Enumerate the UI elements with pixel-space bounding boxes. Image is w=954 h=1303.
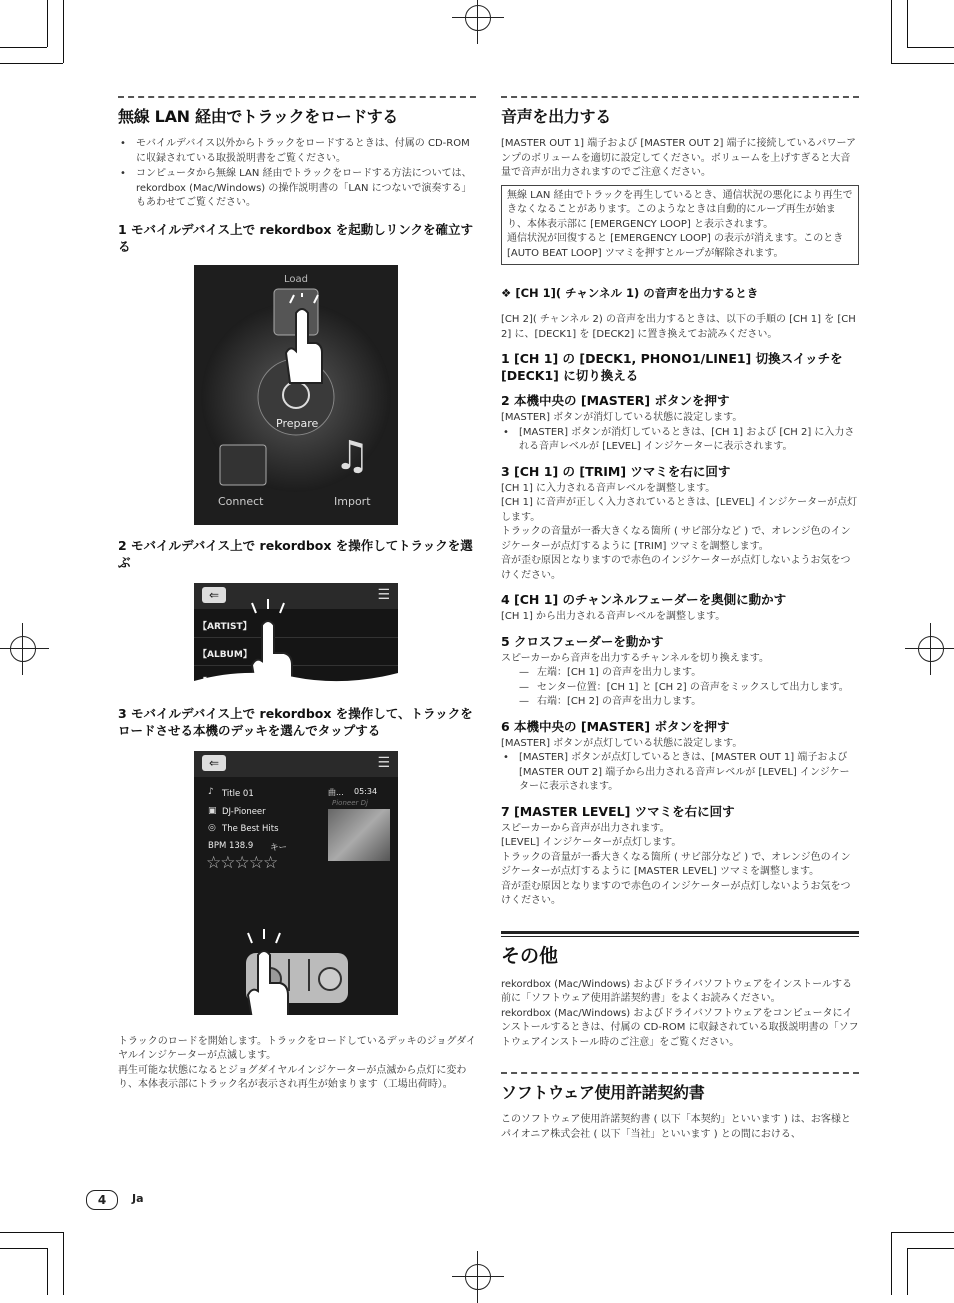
back-arrow-icon[interactable]: ⇐: [202, 587, 226, 603]
other-paragraph: rekordbox (Mac/Windows) およびドライバソフトウェアをコンピュータにインストールするときは、付属の CD-ROM に収録されている取扱説明書の「ソフトウェアインストール時のご注意」をご覧ください。: [501, 1007, 859, 1048]
chapter-rule: [501, 931, 859, 937]
ch1-subsection-title: ❖ [CH 1]( チャンネル 1) の音声を出力するとき: [501, 286, 759, 300]
import-label[interactable]: Import: [334, 494, 371, 508]
track-artist: DJ-Pioneer: [222, 806, 266, 817]
browse-item-artist[interactable]: 【ARTIST】: [198, 621, 252, 632]
bullet-item: • モバイルデバイス以外からトラックをロードするときは、付属の CD-ROM に収録されている取扱説明書をご覧ください。: [118, 137, 476, 166]
pioneer-logo: Pioneer Dj: [332, 798, 368, 807]
section-title-audio-output: 音声を出力する: [501, 107, 611, 126]
app-screenshot-home: [194, 265, 398, 525]
audio-step-3-body: [CH 1] に入力される音声レベルを調整します。: [501, 482, 716, 494]
bullet-item: • [MASTER] ボタンが消灯しているときは、[CH 1] および [CH 2] に入力される音声レベルが [LEVEL] インジケーターに表示されます。: [501, 426, 859, 455]
audio-step-4-body: [CH 1] から出力される音声レベルを調整します。: [501, 611, 726, 622]
closing-paragraph: 再生可能な状態になるとジョグダイヤルインジケーターが点滅から点灯に変わり、本体表示部にトラック名が表示され再生が始まります（工場出荷時）。: [118, 1064, 467, 1090]
track-bpm: BPM 138.9: [208, 840, 254, 851]
track-time: 05:34: [354, 786, 378, 796]
audio-step-7-body: スピーカーから音声が出力されます。: [501, 822, 670, 834]
tapping-hand-icon: [280, 293, 340, 393]
closing-paragraph: トラックのロードを開始します。トラックをロードしているデッキのジョグダイヤルインジケーターが点滅します。: [118, 1035, 476, 1061]
note-paragraph: 通信状況が回復すると [EMERGENCY LOOP] の表示が消えます。このとき [AUTO BEAT LOOP] ツマミを押すとループが解除されます。: [507, 233, 844, 259]
album-icon: ◎: [208, 822, 216, 833]
audio-step-7: 7 [MASTER LEVEL] ツマミを右に回す: [501, 803, 735, 819]
deck2-button[interactable]: [318, 967, 342, 991]
registration-mark-right: [918, 636, 944, 662]
audio-step-3: 3 [CH 1] の [TRIM] ツマミを右に回す: [501, 463, 731, 479]
audio-step-3-body: 音が歪む原因となりますので赤色のインジケーターが点灯しないようお気をつけください。: [501, 555, 851, 581]
audio-step-6-body: [MASTER] ボタンが点灯している状態に設定します。: [501, 737, 743, 749]
crossfader-item: — センター位置：[CH 1] と [CH 2] の音声をミックスして出力します。: [501, 681, 859, 696]
artist-icon: ▣: [208, 805, 217, 816]
back-arrow-icon[interactable]: ⇐: [202, 755, 226, 771]
step-1-heading: 1 モバイルデバイス上で rekordbox を起動しリンクを確立する: [118, 221, 474, 254]
browse-item-album[interactable]: 【ALBUM】: [198, 649, 252, 660]
right-column: [501, 96, 859, 1142]
audio-output-intro: [MASTER OUT 1] 端子および [MASTER OUT 2] 端子に接続しているパワーアンプのボリュームを適切に設定してください。ボリュームを上げすぎると大音量で音声が出力されますのでご注意ください。: [501, 138, 857, 178]
audio-step-7-body: 音が歪む原因となりますので赤色のインジケーターが点灯しないようお気をつけください。: [501, 880, 851, 906]
crossfader-item: — 右端：[CH 2] の音声を出力します。: [501, 695, 859, 710]
ch1-subsection-intro: [CH 2]( チャンネル 2) の音声を出力するときは、以下の手順の [CH 1] を [CH 2] に、[DECK1] を [DECK2] に置き換えてお読みください。: [501, 314, 856, 340]
section-rule: [501, 1072, 859, 1074]
audio-step-2: 2 本機中央の [MASTER] ボタンを押す: [501, 393, 730, 408]
track-key-label: キー: [270, 842, 288, 853]
note-box: [501, 185, 859, 266]
audio-step-4: 4 [CH 1] のチャンネルフェーダーを奥側に動かす: [501, 592, 787, 607]
section-rule: [118, 96, 476, 98]
audio-step-5: 5 クロスフェーダーを動かす: [501, 633, 664, 649]
rating-stars[interactable]: ☆☆☆☆☆: [206, 852, 278, 873]
audio-step-6: 6 本機中央の [MASTER] ボタンを押す: [501, 718, 730, 734]
section-title-other: その他: [501, 944, 559, 967]
bullet-item: • [MASTER] ボタンが点灯しているときは、[MASTER OUT 1] 端子および [MASTER OUT 2] 端子から出力される音声レベルが [LEVEL] インジケーターに表示されます。: [501, 751, 859, 795]
audio-step-7-body: [LEVEL] インジケーターが点灯します。: [501, 837, 682, 848]
track-title: Title 01: [222, 788, 254, 799]
load-label[interactable]: Load: [284, 273, 308, 285]
track-time-label: 曲...: [328, 787, 344, 797]
audio-step-2-body: [MASTER] ボタンが消灯している状態に設定します。: [501, 412, 743, 423]
crossfader-item: — 左端：[CH 1] の音声を出力します。: [501, 666, 859, 681]
app-screenshot-browse: [194, 583, 398, 687]
audio-step-3-body: [CH 1] に音声が正しく入力されているときは、[LEVEL] インジケーターが点灯します。: [501, 497, 858, 523]
music-note-icon: ♫: [334, 432, 370, 479]
audio-step-7-body: トラックの音量が一番大きくなる箇所 ( サビ部分など ) で、オレンジ色のインジケーターが点灯するように [MASTER LEVEL] ツマミを調整します。: [501, 851, 851, 877]
license-paragraph: このソフトウェア使用許諾契約書 ( 以下「本契約」といいます ) は、お客様とパイオニア株式会社 ( 以下「当社」といいます ) との間における、: [501, 1114, 851, 1140]
music-note-icon: ♪: [208, 786, 214, 797]
menu-icon[interactable]: ☰: [377, 754, 390, 771]
registration-mark-left: [10, 636, 36, 662]
section-rule: [501, 96, 859, 98]
audio-step-3-body: トラックの音量が一番大きくなる箇所 ( サビ部分など ) で、オレンジ色のインジケーターが点灯するように [TRIM] ツマミを調整します。: [501, 526, 851, 552]
app-screenshot-deck-select: [194, 751, 398, 1015]
tapping-hand-icon: [246, 929, 306, 1015]
menu-icon[interactable]: ☰: [377, 586, 390, 603]
album-artwork: [328, 809, 390, 861]
other-paragraph: rekordbox (Mac/Windows) およびドライバソフトウェアをインストールする前に「ソフトウェア使用許諾契約書」をよくお読みください。: [501, 978, 852, 1004]
bullet-item: • コンピュータから無線 LAN 経由でトラックをロードする方法については、rekordbox (Mac/Windows) の操作説明書の「LAN につないで演奏する」もあわせてご覧ください。: [118, 167, 476, 211]
audio-step-5-body: スピーカーから音声を出力するチャンネルを切り換えます。: [501, 652, 769, 664]
track-album: The Best Hits: [222, 823, 279, 834]
connect-label[interactable]: Connect: [218, 494, 264, 508]
registration-mark-bottom: [465, 1264, 491, 1290]
page-number: 4: [86, 1190, 118, 1210]
step-3-heading: 3 モバイルデバイス上で rekordbox を操作して、トラックをロードさせる本機のデッキを選んでタップする: [118, 705, 473, 738]
audio-step-1: 1 [CH 1] の [DECK1, PHONO1/LINE1] 切換スイッチを [DECK1] に切り換える: [501, 351, 843, 383]
language-code: Ja: [132, 1192, 144, 1205]
step-2-heading: 2 モバイルデバイス上で rekordbox を操作してトラックを選ぶ: [118, 537, 473, 570]
section-title-license: ソフトウェア使用許諾契約書: [501, 1083, 705, 1102]
torn-edge: [194, 667, 398, 687]
note-paragraph: 無線 LAN 経由でトラックを再生しているとき、通信状況の悪化により再生できなくなることがあります。このようなときは自動的にループ再生が始まり、本体表示部に [EMERGENCY LOOP] と表示されます。: [507, 189, 853, 230]
section-title-wireless-load: 無線 LAN 経由でトラックをロードする: [118, 107, 398, 126]
left-column: [118, 96, 476, 1093]
prepare-label[interactable]: Prepare: [276, 416, 319, 430]
registration-mark-top: [465, 5, 491, 31]
